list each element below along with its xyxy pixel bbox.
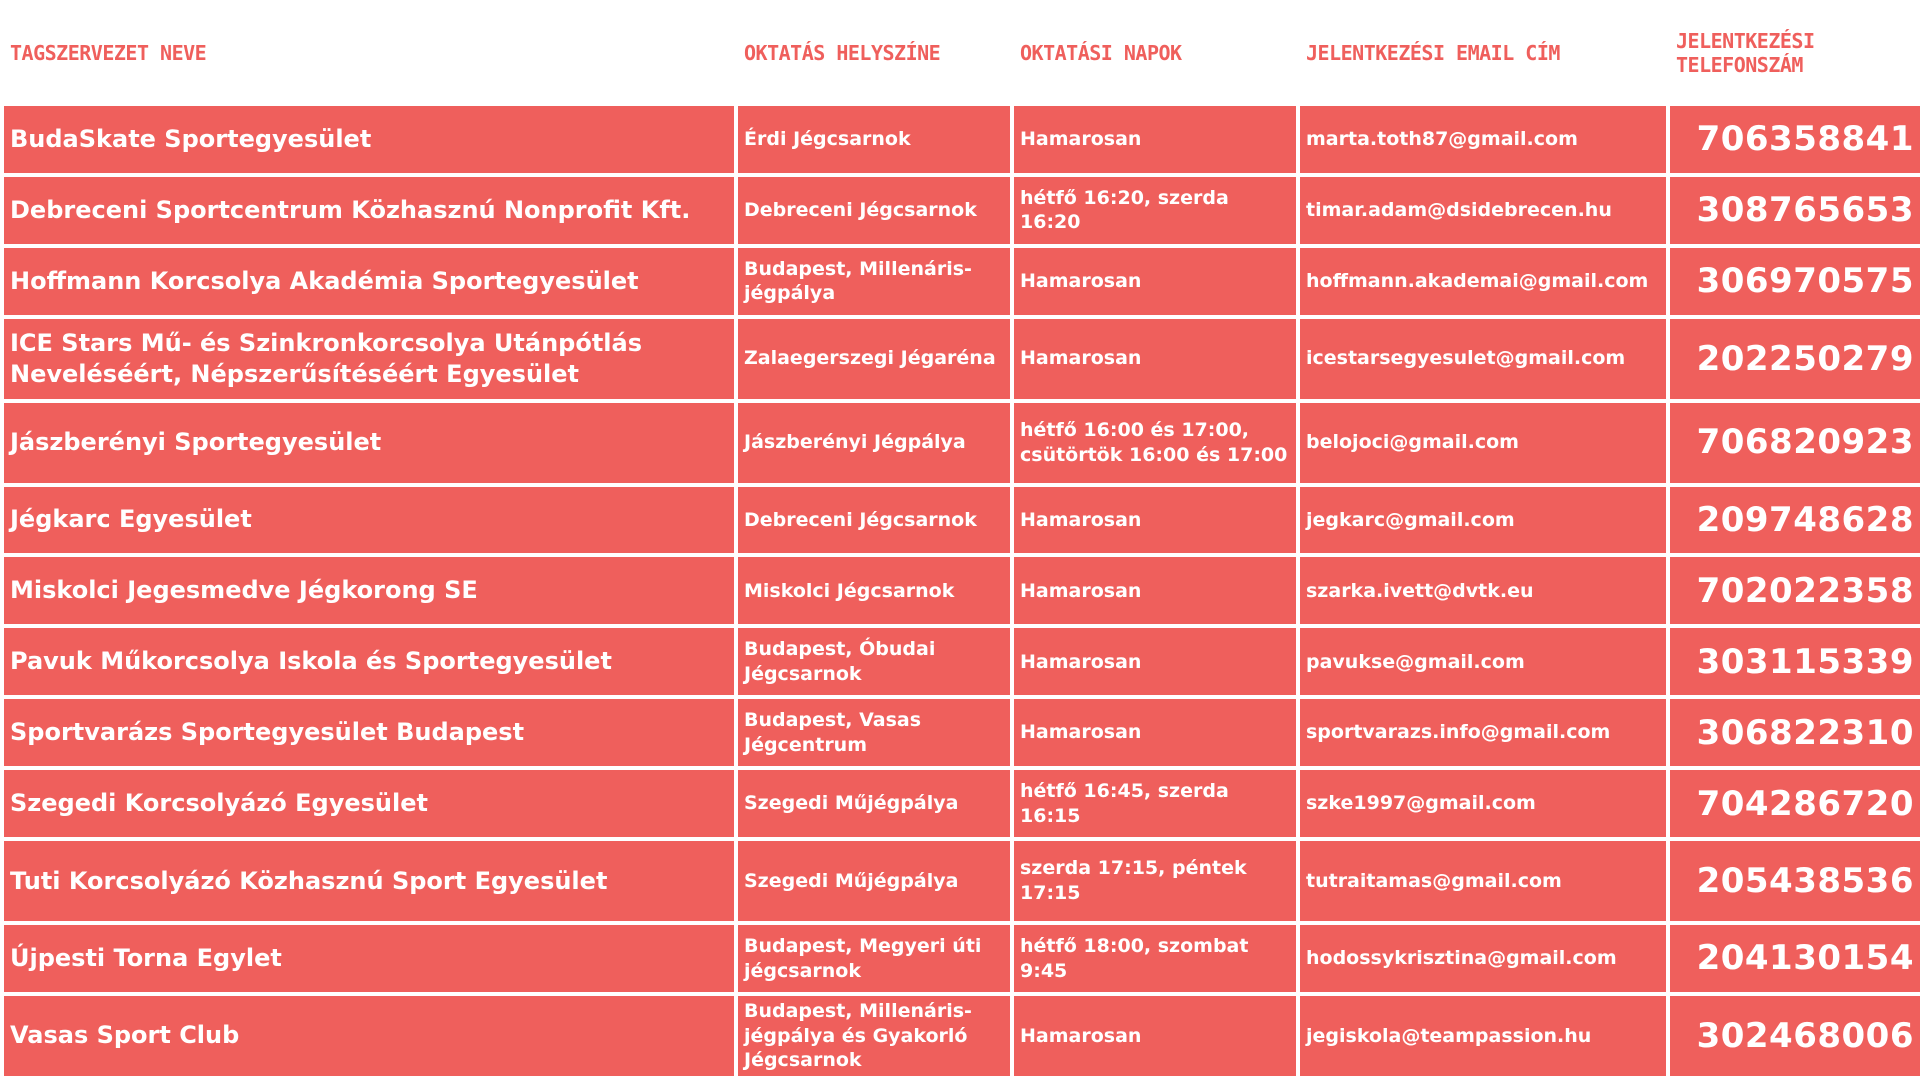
table-row	[2, 175, 1920, 246]
training-location: Érdi Jégcsarnok	[736, 104, 1012, 175]
club-name: Debreceni Sportcentrum Közhasznú Nonprofit Kft.	[2, 175, 736, 246]
table-row	[2, 839, 1920, 923]
contact-phone[interactable]: 306970575	[1668, 246, 1920, 317]
training-location: Szegedi Műjégpálya	[736, 768, 1012, 839]
table-row	[2, 697, 1920, 768]
contact-phone[interactable]: 308765653	[1668, 175, 1920, 246]
contact-email[interactable]: hoffmann.akademai@gmail.com	[1298, 246, 1668, 317]
contact-email[interactable]: szke1997@gmail.com	[1298, 768, 1668, 839]
contact-email[interactable]: szarka.ivett@dvtk.eu	[1298, 555, 1668, 626]
contact-phone[interactable]: 306822310	[1668, 697, 1920, 768]
contact-phone[interactable]: 303115339	[1668, 626, 1920, 697]
contact-email[interactable]: jegiskola@teampassion.hu	[1298, 994, 1668, 1078]
training-days: Hamarosan	[1012, 555, 1298, 626]
club-name: Hoffmann Korcsolya Akadémia Sportegyesület	[2, 246, 736, 317]
training-days: Hamarosan	[1012, 485, 1298, 556]
training-location: Szegedi Műjégpálya	[736, 839, 1012, 923]
training-days: hétfő 18:00, szombat 9:45	[1012, 923, 1298, 994]
club-name: Sportvarázs Sportegyesület Budapest	[2, 697, 736, 768]
header-row	[2, 2, 1920, 104]
contact-email[interactable]: pavukse@gmail.com	[1298, 626, 1668, 697]
training-location: Miskolci Jégcsarnok	[736, 555, 1012, 626]
training-days: hétfő 16:45, szerda 16:15	[1012, 768, 1298, 839]
contact-phone[interactable]: 706820923	[1668, 401, 1920, 485]
contact-phone[interactable]: 209748628	[1668, 485, 1920, 556]
contact-phone[interactable]: 302468006	[1668, 994, 1920, 1078]
club-name: BudaSkate Sportegyesület	[2, 104, 736, 175]
header-email: JELENTKEZÉSI EMAIL CÍM	[1298, 2, 1668, 104]
club-name: Pavuk Műkorcsolya Iskola és Sportegyesület	[2, 626, 736, 697]
table-row	[2, 768, 1920, 839]
club-name: Miskolci Jegesmedve Jégkorong SE	[2, 555, 736, 626]
contact-phone[interactable]: 202250279	[1668, 317, 1920, 401]
table-row	[2, 555, 1920, 626]
club-name: Jászberényi Sportegyesület	[2, 401, 736, 485]
training-days: Hamarosan	[1012, 317, 1298, 401]
training-days: Hamarosan	[1012, 104, 1298, 175]
club-name: Tuti Korcsolyázó Közhasznú Sport Egyesület	[2, 839, 736, 923]
header-days: OKTATÁSI NAPOK	[1012, 2, 1298, 104]
table-row	[2, 104, 1920, 175]
header-name: TAGSZERVEZET NEVE	[2, 2, 736, 104]
table-row	[2, 401, 1920, 485]
training-days: Hamarosan	[1012, 994, 1298, 1078]
contact-email[interactable]: timar.adam@dsidebrecen.hu	[1298, 175, 1668, 246]
contact-phone[interactable]: 702022358	[1668, 555, 1920, 626]
training-location: Budapest, Óbudai Jégcsarnok	[736, 626, 1012, 697]
contact-email[interactable]: sportvarazs.info@gmail.com	[1298, 697, 1668, 768]
header-phone: JELENTKEZÉSI TELEFONSZÁM	[1668, 2, 1920, 104]
contact-email[interactable]: belojoci@gmail.com	[1298, 401, 1668, 485]
club-name: Jégkarc Egyesület	[2, 485, 736, 556]
table-row	[2, 485, 1920, 556]
club-name: Vasas Sport Club	[2, 994, 736, 1078]
club-name: Újpesti Torna Egylet	[2, 923, 736, 994]
table-row	[2, 994, 1920, 1078]
training-days: Hamarosan	[1012, 626, 1298, 697]
training-location: Debreceni Jégcsarnok	[736, 175, 1012, 246]
table-row	[2, 317, 1920, 401]
training-location: Jászberényi Jégpálya	[736, 401, 1012, 485]
table-row	[2, 246, 1920, 317]
table-row	[2, 626, 1920, 697]
training-location: Budapest, Vasas Jégcentrum	[736, 697, 1012, 768]
contact-email[interactable]: tutraitamas@gmail.com	[1298, 839, 1668, 923]
contact-email[interactable]: hodossykrisztina@gmail.com	[1298, 923, 1668, 994]
training-days: Hamarosan	[1012, 246, 1298, 317]
training-days: hétfő 16:00 és 17:00, csütörtök 16:00 és 17:00	[1012, 401, 1298, 485]
training-location: Budapest, Millenáris-jégpálya	[736, 246, 1012, 317]
contact-email[interactable]: marta.toth87@gmail.com	[1298, 104, 1668, 175]
header-location: OKTATÁS HELYSZÍNE	[736, 2, 1012, 104]
club-name: ICE Stars Mű- és Szinkronkorcsolya Utánpótlás Neveléséért, Népszerűsítéséért Egyesület	[2, 317, 736, 401]
contact-email[interactable]: icestarsegyesulet@gmail.com	[1298, 317, 1668, 401]
table-row	[2, 923, 1920, 994]
training-location: Budapest, Millenáris-jégpálya és Gyakorló Jégcsarnok	[736, 994, 1012, 1078]
training-location: Zalaegerszegi Jégaréna	[736, 317, 1012, 401]
contact-phone[interactable]: 704286720	[1668, 768, 1920, 839]
training-days: szerda 17:15, péntek 17:15	[1012, 839, 1298, 923]
training-location: Debreceni Jégcsarnok	[736, 485, 1012, 556]
club-name: Szegedi Korcsolyázó Egyesület	[2, 768, 736, 839]
contact-phone[interactable]: 205438536	[1668, 839, 1920, 923]
contact-phone[interactable]: 706358841	[1668, 104, 1920, 175]
training-days: Hamarosan	[1012, 697, 1298, 768]
contact-email[interactable]: jegkarc@gmail.com	[1298, 485, 1668, 556]
training-days: hétfő 16:20, szerda 16:20	[1012, 175, 1298, 246]
contact-phone[interactable]: 204130154	[1668, 923, 1920, 994]
training-location: Budapest, Megyeri úti jégcsarnok	[736, 923, 1012, 994]
